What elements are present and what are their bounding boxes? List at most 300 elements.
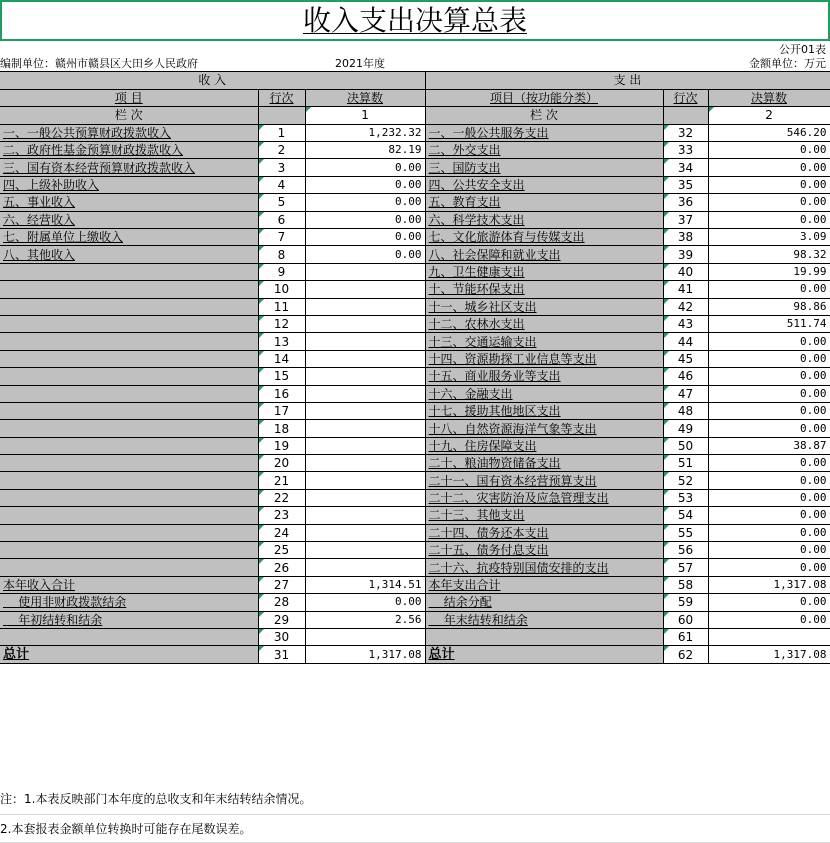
income-item-cell[interactable] [0,298,258,315]
expense-amount-cell[interactable] [708,542,830,559]
expense-item-cell[interactable] [425,576,663,593]
table-row [0,559,830,576]
table-row [0,176,830,193]
income-item-cell[interactable] [0,211,258,228]
expense-amount-cell-text: 0.00 [800,525,827,539]
expense-line-cell-text: 55 [677,525,694,540]
income-amount-cell[interactable] [305,246,425,263]
income-line-cell[interactable] [258,420,305,437]
income-amount-cell[interactable] [305,263,425,280]
income-line-cell[interactable] [258,142,305,159]
expense-item-cell[interactable] [425,402,663,419]
expense-amount-cell-text: 0.00 [800,491,827,505]
income-line-cell[interactable] [258,385,305,402]
expense-line-cell[interactable] [663,542,708,559]
income-item-cell[interactable] [0,646,258,663]
expense-line-cell-text: 58 [677,578,694,593]
income-line-cell-text: 30 [273,630,290,645]
income-item-cell[interactable] [0,507,258,524]
income-item-cell[interactable] [0,559,258,576]
expense-item-cell[interactable] [425,472,663,489]
table-row [0,402,830,419]
expense-line-cell[interactable] [663,559,708,576]
income-amount-cell[interactable] [305,211,425,228]
expense-line-cell-text: 48 [677,404,694,419]
income-amount-cell[interactable] [305,472,425,489]
income-amount-cell[interactable] [305,142,425,159]
expense-line-cell-text: 53 [677,491,694,506]
income-line-cell-text: 2 [277,143,286,158]
table-row [0,542,830,559]
income-line-cell[interactable] [258,368,305,385]
expense-item-cell-text: 本年支出合计 [428,578,501,593]
table-row [0,629,830,646]
income-item-cell[interactable] [0,629,258,646]
expense-item-cell-text: 五、教育支出 [428,195,501,210]
expense-line-cell[interactable] [663,281,708,298]
table-row [0,211,830,228]
income-amount-cell[interactable] [305,159,425,176]
income-item-cell[interactable] [0,159,258,176]
table-row [0,298,830,315]
income-item-cell[interactable] [0,594,258,611]
expense-amount-cell-text: 0.00 [800,195,827,209]
income-line-cell[interactable] [258,629,305,646]
expense-amount-cell[interactable] [708,246,830,263]
income-item-cell[interactable] [0,489,258,506]
income-line-cell[interactable] [258,611,305,628]
blank-cell-2 [663,107,708,124]
expense-amount-cell-text: 0.00 [800,143,827,157]
expense-amount-cell[interactable] [708,229,830,246]
expense-item-cell[interactable] [425,489,663,506]
income-line-cell-text: 18 [273,421,290,436]
income-line-cell-text: 25 [273,543,290,558]
expense-item-cell[interactable] [425,629,663,646]
expense-line-cell-text: 49 [677,421,694,436]
income-amount-cell[interactable] [305,489,425,506]
expense-line-cell[interactable] [663,229,708,246]
income-item-cell[interactable] [0,281,258,298]
expense-line-cell-text: 61 [677,630,694,645]
income-item-cell[interactable] [0,315,258,332]
income-amount-cell-text: 2.56 [395,612,422,626]
income-amount-cell[interactable] [305,350,425,367]
income-item-cell[interactable] [0,385,258,402]
expense-amount-cell[interactable] [708,315,830,332]
expense-amount-cell-text: 0.00 [800,421,827,435]
income-amount-cell[interactable] [305,333,425,350]
income-line-cell[interactable] [258,194,305,211]
expense-amount-cell[interactable] [708,507,830,524]
expense-item-cell[interactable] [425,229,663,246]
expense-line-cell-text: 40 [677,264,694,279]
expense-line-cell[interactable] [663,576,708,593]
col-header-amount: 决算数 [305,89,425,106]
expense-line-cell-text: 38 [677,230,694,245]
income-line-cell-text: 16 [273,386,290,401]
expense-amount-cell[interactable] [708,455,830,472]
income-amount-cell[interactable] [305,176,425,193]
expense-item-cell[interactable] [425,455,663,472]
income-amount-cell[interactable] [305,594,425,611]
expense-item-cell-text: 二十一、国有资本经营预算支出 [428,473,597,488]
col-header-line-2: 行次 [663,89,708,106]
income-line-cell[interactable] [258,542,305,559]
income-line-cell[interactable] [258,315,305,332]
income-line-cell[interactable] [258,229,305,246]
expense-amount-cell[interactable] [708,333,830,350]
expense-amount-cell[interactable] [708,437,830,454]
expense-line-cell[interactable] [663,611,708,628]
income-line-cell-text: 24 [273,525,290,540]
expense-item-cell[interactable] [425,385,663,402]
expense-line-cell-text: 45 [677,351,694,366]
expense-line-cell[interactable] [663,176,708,193]
income-line-cell-text: 12 [273,317,290,332]
col-number-1: 1 [305,107,425,124]
table-row [0,420,830,437]
expense-item-cell-text: 二十五、债务付息支出 [428,543,549,558]
income-item-cell[interactable] [0,524,258,541]
expense-amount-cell-text: 0.00 [800,334,827,348]
expense-item-cell[interactable] [425,298,663,315]
income-line-cell[interactable] [258,159,305,176]
income-line-cell[interactable] [258,489,305,506]
income-line-cell[interactable] [258,402,305,419]
income-item-cell-text: 年初结转和结余 [3,612,103,627]
expense-item-cell-text: 三、国防支出 [428,160,501,175]
income-line-cell[interactable] [258,124,305,141]
expense-item-cell-text: 十五、商业服务业等支出 [428,369,561,384]
expense-line-cell-text: 46 [677,369,694,384]
expense-item-cell-text: 二十四、债务还本支出 [428,525,549,540]
income-line-cell-text: 3 [277,160,286,175]
expense-amount-cell-text: 0.00 [800,386,827,400]
expense-amount-cell[interactable] [708,176,830,193]
expense-line-cell[interactable] [663,437,708,454]
income-line-cell[interactable] [258,281,305,298]
table-row [0,142,830,159]
income-line-cell[interactable] [258,594,305,611]
income-item-cell[interactable] [0,455,258,472]
table-row [0,646,830,663]
expense-line-cell[interactable] [663,420,708,437]
income-amount-cell-text: 0.00 [395,230,422,244]
income-line-cell[interactable] [258,437,305,454]
expense-item-cell[interactable] [425,646,663,663]
expense-line-cell-text: 44 [677,334,694,349]
expense-line-cell[interactable] [663,159,708,176]
expense-amount-cell[interactable] [708,211,830,228]
expense-line-cell[interactable] [663,124,708,141]
expense-item-cell[interactable] [425,368,663,385]
blank-cell [258,107,305,124]
expense-amount-cell[interactable] [708,385,830,402]
expense-amount-cell[interactable] [708,594,830,611]
income-amount-cell[interactable] [305,576,425,593]
expense-item-cell-text: 七、文化旅游体育与传媒支出 [428,230,585,245]
income-item-cell-text: 使用非财政拨款结余 [3,595,127,610]
income-amount-cell[interactable] [305,124,425,141]
table-row [0,368,830,385]
income-item-cell-text: 总计 [3,646,30,662]
expense-amount-cell[interactable] [708,559,830,576]
page-title: 收入支出决算总表 [302,4,527,37]
expense-line-cell[interactable] [663,142,708,159]
income-amount-cell[interactable] [305,194,425,211]
expense-line-cell[interactable] [663,629,708,646]
expense-line-cell[interactable] [663,263,708,280]
expense-line-cell[interactable] [663,246,708,263]
expense-amount-cell-text: 546.20 [786,125,827,139]
income-line-cell-text: 21 [273,473,290,488]
income-amount-cell[interactable] [305,559,425,576]
income-line-cell[interactable] [258,333,305,350]
income-line-cell[interactable] [258,576,305,593]
expense-line-cell[interactable] [663,524,708,541]
income-line-cell[interactable] [258,176,305,193]
expense-item-cell[interactable] [425,611,663,628]
income-line-cell-text: 19 [273,438,290,453]
income-amount-cell[interactable] [305,611,425,628]
expense-amount-cell-text: 0.00 [800,369,827,383]
expense-line-cell[interactable] [663,489,708,506]
income-line-cell[interactable] [258,263,305,280]
expense-amount-cell[interactable] [708,576,830,593]
expense-item-cell-text: 十七、援助其他地区支出 [428,404,561,419]
income-item-cell[interactable] [0,542,258,559]
table-row [0,455,830,472]
expense-item-cell[interactable] [425,142,663,159]
expense-line-cell[interactable] [663,298,708,315]
expense-line-cell[interactable] [663,385,708,402]
income-item-cell[interactable] [0,333,258,350]
income-line-cell[interactable] [258,350,305,367]
income-line-cell[interactable] [258,507,305,524]
expense-item-cell[interactable] [425,542,663,559]
expense-line-cell[interactable] [663,455,708,472]
income-amount-cell[interactable] [305,437,425,454]
expense-item-cell[interactable] [425,420,663,437]
expense-amount-cell-text: 0.00 [800,612,827,626]
expense-line-cell[interactable] [663,368,708,385]
expense-amount-cell-text: 38.87 [793,438,827,452]
income-item-cell[interactable] [0,124,258,141]
income-amount-cell[interactable] [305,542,425,559]
income-amount-cell[interactable] [305,315,425,332]
table-row [0,594,830,611]
income-line-cell-text: 26 [273,560,290,575]
expense-item-cell[interactable] [425,333,663,350]
expense-item-cell[interactable] [425,263,663,280]
expense-amount-cell[interactable] [708,368,830,385]
expense-item-cell[interactable] [425,194,663,211]
income-item-cell-text: 八、其他收入 [3,247,76,262]
expense-line-cell-text: 51 [677,456,694,471]
expense-amount-cell[interactable] [708,524,830,541]
income-amount-cell[interactable] [305,229,425,246]
income-line-cell[interactable] [258,455,305,472]
income-item-cell[interactable] [0,420,258,437]
income-line-cell[interactable] [258,246,305,263]
income-item-cell[interactable] [0,142,258,159]
income-line-cell-text: 23 [273,508,290,523]
col-header-amount-2: 决算数 [708,89,830,106]
expense-line-cell[interactable] [663,211,708,228]
expense-amount-cell-text: 0.00 [800,351,827,365]
income-amount-cell[interactable] [305,455,425,472]
expense-amount-cell[interactable] [708,629,830,646]
expense-amount-cell-text: 3.09 [800,230,827,244]
income-item-cell[interactable] [0,176,258,193]
expense-amount-cell-text: 98.86 [793,299,827,313]
expense-line-cell[interactable] [663,333,708,350]
expense-amount-cell[interactable] [708,402,830,419]
expense-amount-cell-text: 1,317.08 [773,647,827,661]
income-line-cell[interactable] [258,559,305,576]
expense-amount-cell[interactable] [708,281,830,298]
expense-amount-cell-text: 0.00 [800,404,827,418]
expense-line-cell[interactable] [663,350,708,367]
expense-amount-cell[interactable] [708,611,830,628]
income-line-cell-text: 17 [273,404,290,419]
income-amount-cell[interactable] [305,368,425,385]
expense-item-cell[interactable] [425,507,663,524]
title-cell[interactable] [0,0,830,41]
expense-amount-cell-text: 0.00 [800,212,827,226]
expense-item-cell[interactable] [425,437,663,454]
expense-item-cell[interactable] [425,350,663,367]
table-row [0,489,830,506]
table-row [0,472,830,489]
income-amount-cell[interactable] [305,507,425,524]
income-item-cell[interactable] [0,402,258,419]
expense-amount-cell[interactable] [708,646,830,663]
table-row [0,333,830,350]
expense-item-cell[interactable] [425,315,663,332]
income-line-cell[interactable] [258,646,305,663]
expense-amount-cell[interactable] [708,159,830,176]
income-item-cell[interactable] [0,229,258,246]
income-item-cell[interactable] [0,194,258,211]
income-item-cell-text: 七、附属单位上缴收入 [3,230,124,245]
income-amount-cell[interactable] [305,385,425,402]
income-item-cell[interactable] [0,368,258,385]
income-amount-cell[interactable] [305,298,425,315]
income-item-cell[interactable] [0,246,258,263]
expense-amount-cell[interactable] [708,194,830,211]
expense-amount-cell[interactable] [708,263,830,280]
expense-item-cell[interactable] [425,124,663,141]
income-amount-cell-text: 1,314.51 [368,578,422,592]
income-line-cell-text: 14 [273,351,290,366]
expense-item-cell[interactable] [425,559,663,576]
expense-item-cell-text: 十二、农林水支出 [428,317,525,332]
expense-line-cell[interactable] [663,507,708,524]
income-line-cell-text: 11 [273,299,290,314]
income-line-cell-text: 29 [273,612,290,627]
col-number-2: 2 [708,107,830,124]
income-amount-cell[interactable] [305,402,425,419]
income-item-cell[interactable] [0,263,258,280]
table-row [0,281,830,298]
currency-unit: 金额单位：万元 [749,57,826,70]
income-amount-cell[interactable] [305,420,425,437]
expense-amount-cell-text: 98.32 [793,247,827,261]
expense-item-cell-text: 二十、粮油物资储备支出 [428,456,561,471]
expense-line-cell[interactable] [663,472,708,489]
income-amount-cell[interactable] [305,646,425,663]
income-line-cell[interactable] [258,524,305,541]
table-row [0,159,830,176]
col-header-line: 行次 [258,89,305,106]
income-line-cell[interactable] [258,298,305,315]
expense-item-cell[interactable] [425,211,663,228]
income-item-cell[interactable] [0,472,258,489]
expense-line-cell[interactable] [663,646,708,663]
expense-line-cell-text: 57 [677,560,694,575]
expense-amount-cell[interactable] [708,124,830,141]
income-line-cell[interactable] [258,472,305,489]
income-line-cell-text: 6 [277,212,286,227]
income-amount-cell[interactable] [305,629,425,646]
table-row [0,229,830,246]
table-row [0,524,830,541]
expense-amount-cell[interactable] [708,298,830,315]
income-amount-cell[interactable] [305,524,425,541]
expense-amount-cell[interactable] [708,489,830,506]
expense-item-cell[interactable] [425,176,663,193]
section-header-row [0,72,830,89]
expense-amount-cell[interactable] [708,472,830,489]
income-line-cell[interactable] [258,211,305,228]
expense-amount-cell[interactable] [708,420,830,437]
expense-line-cell-text: 35 [677,178,694,193]
expense-item-cell-text: 十六、金融支出 [428,386,513,401]
expense-line-cell[interactable] [663,402,708,419]
expense-amount-cell[interactable] [708,350,830,367]
income-line-cell-text: 13 [273,334,290,349]
income-item-cell[interactable] [0,576,258,593]
income-amount-cell-text: 82.19 [388,143,422,157]
income-item-cell[interactable] [0,350,258,367]
expense-item-cell[interactable] [425,594,663,611]
expense-item-cell[interactable] [425,246,663,263]
expense-line-cell-text: 59 [677,595,694,610]
table-row [0,246,830,263]
expense-item-cell[interactable] [425,159,663,176]
row-label-cell-2: 栏 次 [425,107,663,124]
expense-item-cell[interactable] [425,281,663,298]
expense-line-cell[interactable] [663,194,708,211]
income-line-cell-text: 7 [277,230,286,245]
income-item-cell[interactable] [0,611,258,628]
expense-line-cell-text: 52 [677,473,694,488]
expense-line-cell[interactable] [663,315,708,332]
income-amount-cell[interactable] [305,281,425,298]
income-item-cell[interactable] [0,437,258,454]
expense-amount-cell[interactable] [708,142,830,159]
expense-item-cell[interactable] [425,524,663,541]
expense-item-cell-text: 二、外交支出 [428,143,501,158]
expense-line-cell-text: 60 [677,612,694,627]
expense-item-cell-text: 六、科学技术支出 [428,212,525,227]
expense-item-cell-text: 十四、资源勘探工业信息等支出 [428,351,597,366]
income-line-cell-text: 28 [273,595,290,610]
income-line-cell-text: 10 [273,282,290,297]
expense-line-cell[interactable] [663,594,708,611]
